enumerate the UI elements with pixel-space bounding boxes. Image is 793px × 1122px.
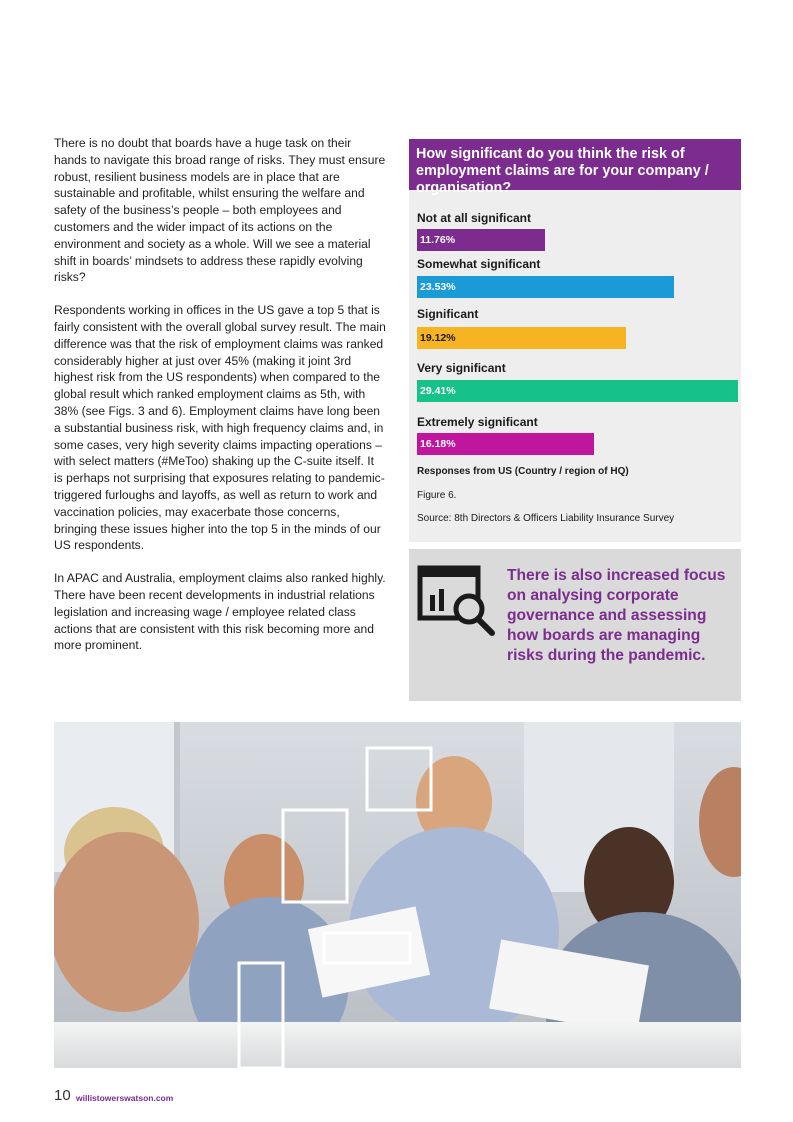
paragraph-2: Respondents working in offices in the US gave a top 5 that is fairly consistent with the overall global survey result. The main difference was that the risk of employment claims was ranked considerably higher at just over 45% (making it joint 3rd highest risk from the US respondents) when compared to the global result which ranked employment claims as 5th, with 38% (see Figs. 3 and 6). Employment claims have long been a substantial business risk, with high frequency claims and, in some cases, very high severity claims impacting operations – with select matters (#MeToo) shaking up the C-suite itself. It is perhaps not surprising that exposures relating to pandemic-triggered furloughs and layoffs, as well as return to work and vaccination policies, may exacerbate those concerns, bringing these issues higher into the top 5 in the minds of our US respondents.: [54, 303, 386, 553]
callout-text: There is also increased focus on analysing corporate governance and assessing how boards are managing risks during the pandemic.: [507, 567, 726, 664]
category-label: Not at all significant: [417, 211, 532, 225]
bar-chart: [409, 190, 741, 542]
article-text: [54, 135, 386, 670]
category-label: Extremely significant: [417, 415, 538, 429]
chart-title: How significant do you think the risk of employment claims are for your company / organisation?: [409, 139, 741, 190]
category-label: Very significant: [417, 361, 506, 375]
bar: [417, 276, 674, 298]
bar-value-label: 23.53%: [420, 281, 456, 293]
chart-magnifier-icon: [417, 565, 499, 637]
bar-value-label: 19.12%: [420, 332, 456, 344]
paragraph-3: In APAC and Australia, employment claims also ranked highly. There have been recent developments in industrial relations legislation and increasing wage / employee related class actions that are consistent with this risk becoming more and more prominent.: [54, 571, 386, 653]
footer-url[interactable]: willistowerswatson.com: [76, 1093, 174, 1103]
bar: [417, 433, 594, 455]
bar-value-label: 29.41%: [420, 385, 456, 397]
category-label: Significant: [417, 307, 479, 321]
bar-value-label: 16.18%: [420, 438, 456, 450]
meeting-photo: [54, 722, 741, 1068]
category-label: Somewhat significant: [417, 257, 541, 271]
bar: [417, 229, 545, 251]
callout-box: [409, 549, 741, 701]
bar-value-label: 11.76%: [420, 234, 456, 246]
chart-panel: [409, 139, 741, 542]
paragraph-1: There is no doubt that boards have a huge task on their hands to navigate this broad range of risks. They must ensure robust, resilient business models are in place that are sustainable and profitable, whilst ensuring the welfare and safety of the business’s people – both employees and customers and the wider impact of its actions on the environment and society as a whole. Will we see a material shift in boards’ mindsets to address these rapidly evolving risks?: [54, 136, 386, 285]
chart-responses-note: Responses from US (Country / region of HQ): [417, 466, 629, 477]
bar: [417, 380, 738, 402]
chart-source: Source: 8th Directors & Officers Liability Insurance Survey: [417, 513, 675, 524]
page-number: 10: [54, 1087, 71, 1104]
bar: [417, 327, 626, 349]
chart-figure-label: Figure 6.: [417, 490, 457, 501]
